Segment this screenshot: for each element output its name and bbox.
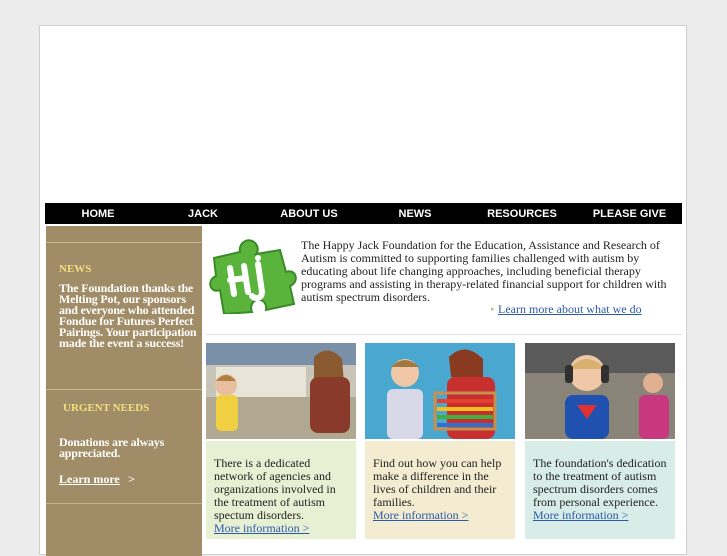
card-text: Find out how you can help make a difference in the lives of children and their families. bbox=[373, 456, 502, 509]
content-divider bbox=[206, 334, 682, 335]
bullet-arrow-icon: ▸ bbox=[491, 305, 495, 313]
info-card-help bbox=[365, 441, 515, 539]
news-heading: NEWS bbox=[59, 263, 92, 275]
urgent-needs-text: Donations are always appreciated. bbox=[59, 435, 165, 460]
nav-home[interactable]: HOME bbox=[81, 207, 115, 220]
photo-child-with-abacus bbox=[365, 343, 515, 439]
sidebar-divider bbox=[46, 242, 202, 243]
photo-boy-with-headphones bbox=[525, 343, 675, 439]
more-information-link[interactable]: More information > bbox=[533, 508, 629, 522]
learn-more-link[interactable]: Learn more bbox=[59, 472, 120, 486]
more-information-link[interactable]: More information > bbox=[214, 521, 310, 535]
card-text: There is a dedicated network of agencies and organizations involved in the treatment of autism spectum disorders. bbox=[214, 456, 336, 522]
learn-more-about-link[interactable]: Learn more about what we do bbox=[498, 302, 642, 316]
intro-text: The Happy Jack Foundation for the Education, Assistance and Research of Autism is committed to supporting families challenged with autism by educating about life changing approaches, including beneficial therapy programs and assisting in therapy-related financial support for children with autism spectrum disorders. bbox=[301, 238, 667, 304]
nav-resources[interactable]: RESOURCES bbox=[487, 207, 557, 220]
more-information-link[interactable]: More information > bbox=[373, 508, 469, 522]
urgent-needs-heading: URGENT NEEDS bbox=[63, 402, 150, 414]
nav-jack[interactable]: JACK bbox=[188, 207, 218, 220]
header-banner bbox=[40, 26, 686, 203]
info-card-agencies bbox=[206, 441, 356, 539]
nav-news[interactable]: NEWS bbox=[398, 207, 432, 220]
page-container bbox=[39, 25, 687, 555]
nav-about-us[interactable]: ABOUT US bbox=[280, 207, 338, 220]
sidebar-divider bbox=[46, 503, 202, 504]
card-text: The foundation's dedication to the treatment of autism spectrum disorders comes from personal experience. bbox=[533, 456, 667, 509]
info-card-experience bbox=[525, 441, 675, 539]
sidebar bbox=[46, 226, 202, 556]
sidebar-divider bbox=[46, 389, 202, 390]
learn-more-arrow: > bbox=[128, 472, 135, 486]
photo-therapist-with-child bbox=[206, 343, 356, 439]
news-text: The Foundation thanks the Melting Pot, our sponsors and everyone who attended Fondue for Futures Perfect Pairings. Your participation made the event a success! bbox=[59, 281, 197, 350]
puzzle-piece-logo-icon bbox=[206, 230, 298, 314]
main-nav bbox=[45, 203, 682, 224]
nav-please-give[interactable]: PLEASE GIVE bbox=[592, 207, 667, 220]
